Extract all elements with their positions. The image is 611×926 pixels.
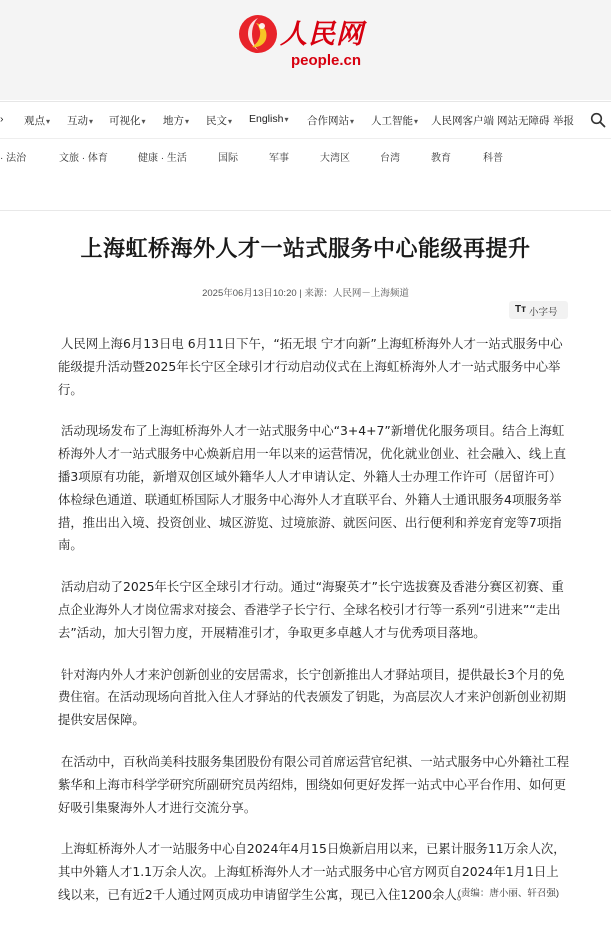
nav-item-label: English [249, 113, 284, 125]
nav-item-visualization[interactable] [109, 113, 146, 128]
nav-item-label: 可视化 [109, 115, 141, 127]
paragraph-text: 在活动中，百秋尚美科技服务集团股份有限公司首席运营官纪祺、一站式服务中心外籍社工程紫华和上海市科学学研究所副研究员芮绍炜，围绕如何更好发挥一站式中心平台作用、如何更好吸引集聚海外人才进行交流分享。 [58, 753, 570, 815]
nav-item-label: 互动 [67, 115, 88, 127]
logo-chinese-text: 人民网 [280, 19, 364, 50]
nav-item-label: 地方 [163, 115, 184, 127]
paragraph-text: 上海虹桥海外人才一站服务中心自2024年4月15日焕新启用以来，已累计服务11万余人次，其中外籍人才1.1万余人次。上海虹桥海外人才一站式服务中心官方网页自2024年1月1日上线以来，已有近2千人通过网页成功申请留学生公寓，现已入住1200余人。 [58, 841, 566, 902]
nav-item-partner-sites[interactable] [307, 113, 354, 128]
paragraph-text: 针对海内外人才来沪创新创业的安居需求，长宁创新推出人才驿站项目，提供最长3个月的免费住宿。在活动现场向首批入住人才驿站的代表颁发了钥匙，为高层次人才来沪创新创业初期提供安居保障。 [58, 666, 567, 728]
chevron-down-icon: ▾ [284, 115, 289, 124]
chevron-down-icon: ▾ [141, 117, 146, 126]
sub-nav-culture-sports[interactable]: 文旅 · 体育 [59, 153, 108, 164]
sub-nav-military[interactable]: 军事 [269, 153, 289, 164]
chevron-down-icon: ▾ [228, 117, 233, 126]
article-paragraph [58, 333, 571, 401]
nav-item-interaction[interactable] [67, 113, 93, 128]
people-logo-emblem-icon [236, 12, 280, 56]
nav-item-minority-languages[interactable] [206, 113, 232, 128]
site-header [0, 0, 611, 100]
article-paragraph [58, 420, 571, 557]
main-nav [0, 101, 611, 139]
article-title: 上海虹桥海外人才一站式服务中心能级再提升 [80, 236, 531, 261]
article-paragraph [58, 751, 571, 819]
nav-item-local[interactable] [163, 113, 189, 128]
font-size-icon: Tт [515, 304, 527, 315]
nav-item-label: 观点 [24, 115, 45, 127]
sub-nav-law[interactable]: · 法治 [0, 153, 27, 164]
article-editor-credit: (责编：唐小丽、轩召强) [457, 888, 559, 899]
logo-english-text: people.cn [291, 52, 362, 69]
chevron-down-icon: ▾ [46, 117, 51, 126]
paragraph-text: 人民网上海6月13日电 6月11日下午，“拓无垠 宁才向新”上海虹桥海外人才一站式服务中心能级提升活动暨2025年长宁区全球引才行动启动仪式在上海虹桥海外人才一站式服务中心举行。 [58, 336, 563, 397]
nav-left-arrow[interactable]: › [0, 113, 4, 125]
paragraph-text: 活动启动了2025年长宁区全球引才行动。通过“海聚英才”长宁选拔赛及香港分赛区初赛、重点企业海外人才岗位需求对接会、香港学子长宁行、全球名校引才行等一系列“引进来”“走出去”活动，加大引智力度，开展精准引才，争取更多卓越人才与优秀项目落地。 [58, 579, 564, 640]
sub-nav-greater-bay[interactable]: 大湾区 [320, 153, 350, 164]
sub-nav-health-life[interactable]: 健康 · 生活 [138, 153, 187, 164]
sub-nav-taiwan[interactable]: 台湾 [380, 153, 400, 164]
nav-item-label: 合作网站 [307, 115, 349, 127]
font-size-toggle-button[interactable] [509, 301, 568, 319]
nav-item-ai[interactable] [371, 113, 418, 128]
nav-item-label: 人工智能 [371, 115, 413, 127]
article-paragraph [58, 576, 571, 644]
article-body [58, 333, 571, 926]
header-divider [0, 210, 611, 211]
font-size-toggle-label: 小字号 [529, 307, 558, 318]
nav-item-label: 民文 [206, 115, 227, 127]
sub-nav-education[interactable]: 教育 [431, 153, 451, 164]
nav-item-report[interactable]: 举报 [553, 115, 574, 127]
chevron-down-icon: ▾ [350, 117, 355, 126]
chevron-down-icon: ▾ [414, 117, 419, 126]
article-paragraph [58, 664, 571, 732]
site-logo[interactable] [236, 10, 376, 68]
chevron-down-icon: ▾ [89, 117, 94, 126]
nav-item-opinion[interactable] [24, 113, 50, 128]
article-meta: 2025年06月13日10:20 | 来源：人民网－上海频道 [202, 288, 409, 299]
sub-nav-international[interactable]: 国际 [218, 153, 238, 164]
search-icon[interactable] [590, 112, 606, 128]
nav-item-client-app[interactable]: 人民网客户端 [431, 115, 494, 127]
nav-item-english[interactable] [249, 113, 288, 125]
chevron-down-icon: ▾ [185, 117, 190, 126]
sub-nav-science[interactable]: 科普 [483, 153, 503, 164]
nav-item-accessibility[interactable]: 网站无障碍 [497, 115, 550, 127]
paragraph-text: 活动现场发布了上海虹桥海外人才一站式服务中心“3+4+7”新增优化服务项目。结合上海虹桥海外人才一站式服务中心焕新启用一年以来的运营情况，优化就业创业、社会融入、线上直播3项原有功能，新增双创区域外籍华人人才申请认定、外籍人士办理工作许可（居留许可）体检绿色通道、联通虹桥国际人才服务中心海外人才直联平台、外籍人士通讯服务4项服务举措，推出出入境、投资创业、城区游览、过境旅游、就医问医、出行便利和养宠育宠等7项指南。 [58, 423, 567, 553]
sub-nav [0, 140, 611, 174]
